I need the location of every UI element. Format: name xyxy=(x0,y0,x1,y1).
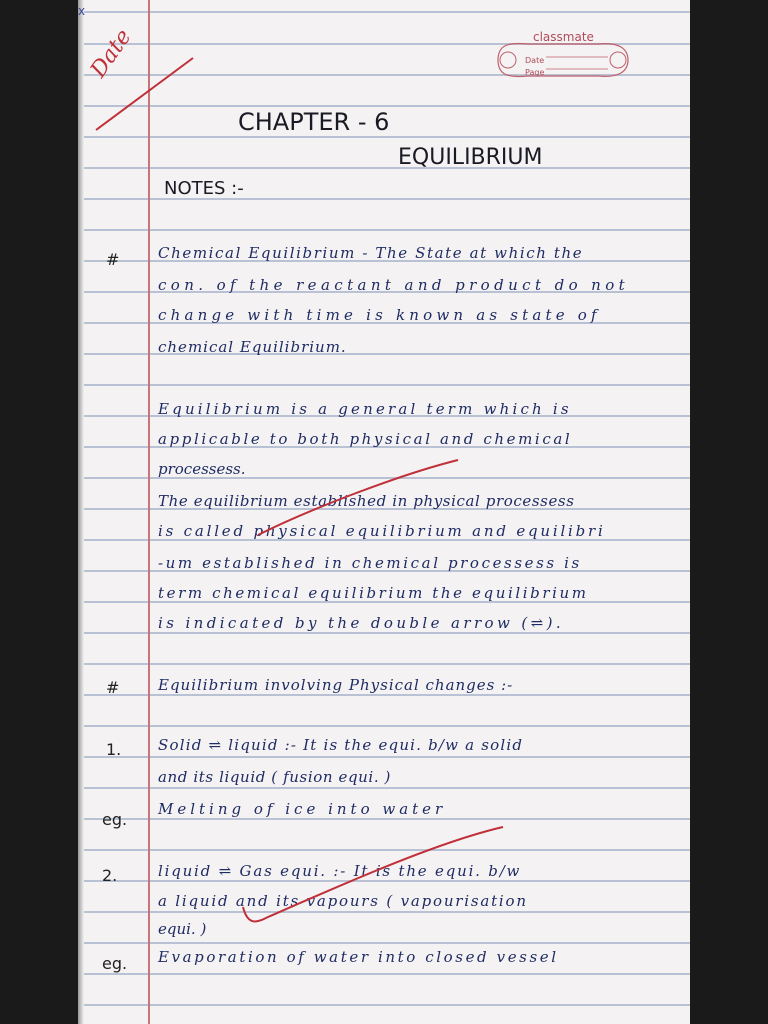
red-check-mark xyxy=(248,455,468,545)
note-line: liquid ⇌ Gas equi. :- It is the equi. b/w xyxy=(158,862,522,880)
section-heading: Equilibrium involving Physical changes :- xyxy=(158,676,514,694)
red-check-mark xyxy=(238,822,508,932)
note-line: chemical Equilibrium. xyxy=(158,338,347,356)
note-line: Equilibrium is a general term which is xyxy=(158,400,572,418)
bullet-eg: eg. xyxy=(102,810,128,829)
bullet-number: 1. xyxy=(106,740,122,759)
note-line: is indicated by the double arrow (⇌). xyxy=(158,614,565,632)
brand-name: classmate xyxy=(533,30,594,44)
bullet-eg: eg. xyxy=(102,954,128,973)
chapter-title: CHAPTER - 6 xyxy=(238,108,390,136)
bullet-hash: # xyxy=(106,678,120,697)
topic-title: EQUILIBRIUM xyxy=(398,145,543,170)
page-label: Page xyxy=(525,68,545,77)
note-line: and its liquid ( fusion equi. ) xyxy=(158,768,392,786)
page-edge xyxy=(78,0,84,1024)
note-line: is called physical equilibrium and equilibri xyxy=(158,522,606,540)
note-line: -um established in chemical processess is xyxy=(158,554,582,572)
note-line: equi. ) xyxy=(158,920,207,938)
note-line: Melting of ice into water xyxy=(158,800,447,818)
note-line: change with time is known as state of xyxy=(158,306,601,324)
notebook-page xyxy=(78,0,690,1024)
note-line: processess. xyxy=(158,460,246,478)
note-line: Evaporation of water into closed vessel xyxy=(158,948,559,966)
notes-heading: NOTES :- xyxy=(164,178,244,199)
bullet-number: 2. xyxy=(102,866,118,885)
note-line: applicable to both physical and chemical xyxy=(158,430,573,448)
note-line: Solid ⇌ liquid :- It is the equi. b/w a solid xyxy=(158,736,524,754)
date-slash xyxy=(88,50,198,140)
date-margin-mark: Date xyxy=(86,24,137,83)
note-line: term chemical equilibrium the equilibrium xyxy=(158,584,589,602)
note-line: a liquid and its vapours ( vapourisation xyxy=(158,892,528,910)
margin-line xyxy=(148,0,150,1024)
date-label: Date xyxy=(525,56,545,65)
bullet-hash: # xyxy=(106,250,120,269)
top-mark: x xyxy=(78,4,86,18)
note-line: The equilibrium established in physical processess xyxy=(158,492,575,510)
note-line: con. of the reactant and product do not xyxy=(158,276,630,294)
note-line: Chemical Equilibrium - The State at which the xyxy=(158,244,584,262)
